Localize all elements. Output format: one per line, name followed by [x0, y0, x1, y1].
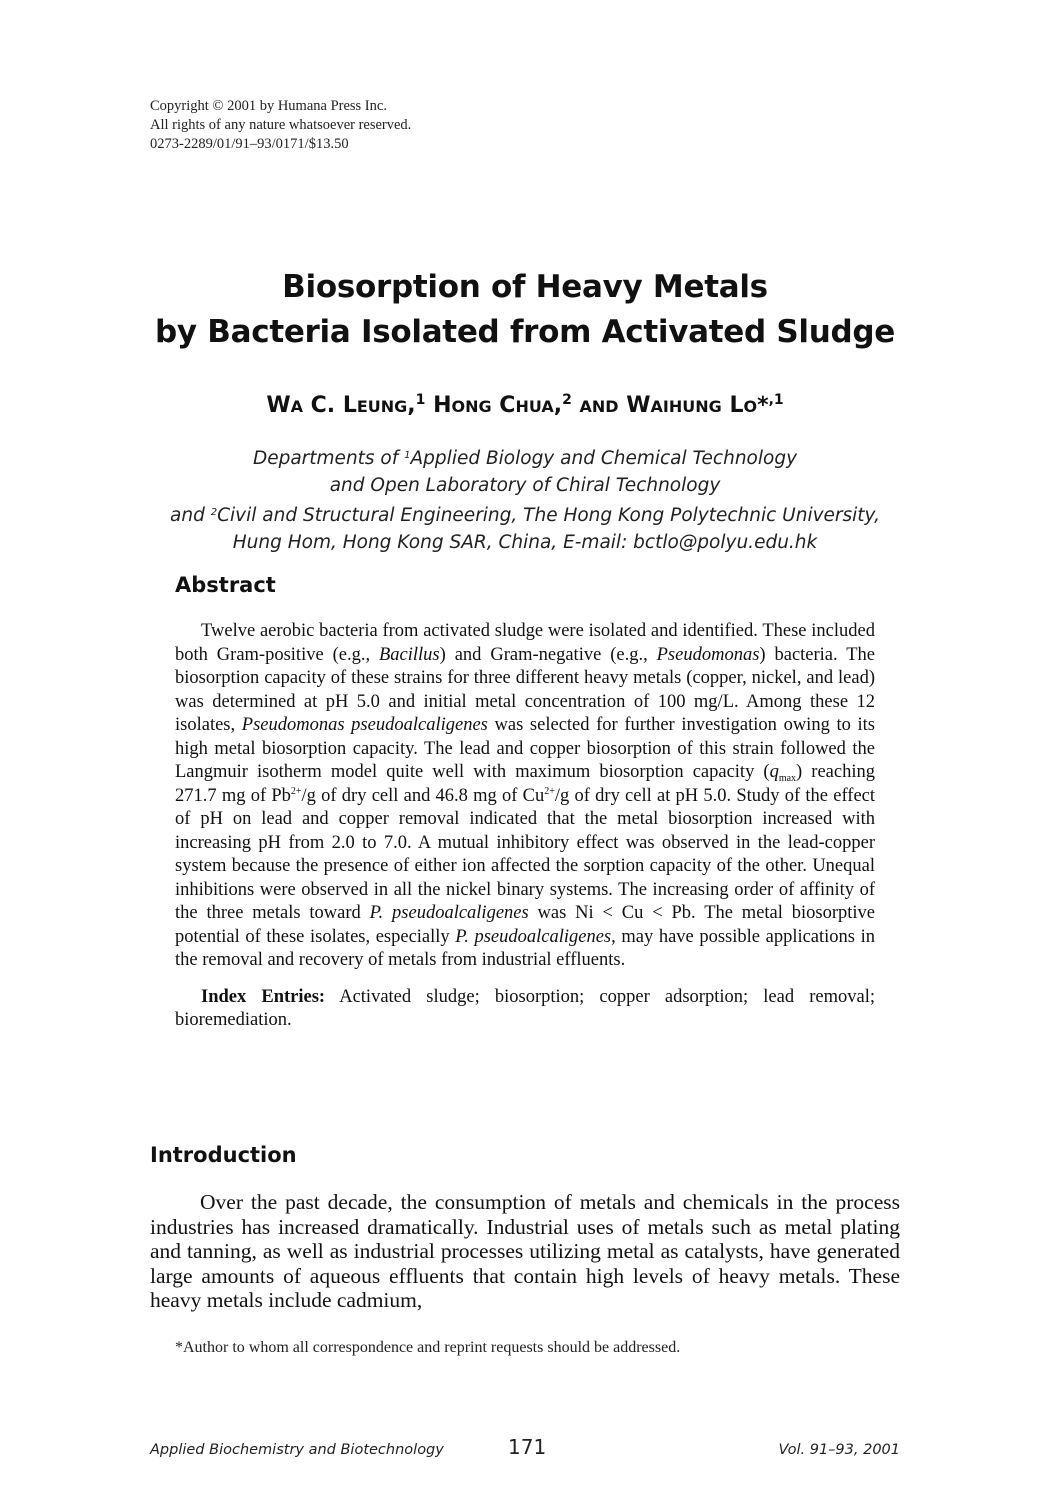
- author-conjunction: AND: [579, 397, 619, 416]
- introduction-heading: Introduction: [150, 1143, 297, 1167]
- index-entries-label: Index Entries:: [201, 986, 326, 1007]
- affiliation-line-1: Departments of $^1$Applied Biology and Chemical Technology: [252, 448, 798, 469]
- abstract-heading: Abstract: [175, 573, 276, 597]
- affiliation-line-4: Hung Hom, Hong Kong SAR, China, E-mail: bctlo@polyu.edu.hk: [232, 532, 818, 553]
- rights-line: All rights of any nature whatsoever reserved.: [150, 117, 412, 133]
- page-number: 171: [508, 1435, 547, 1459]
- index-entries: Index Entries: Activated sludge; biosorption; copper adsorption; lead removal; bioremediation.: [175, 986, 875, 1030]
- introduction-paragraph: Over the past decade, the consumption of metals and chemicals in the process industries has increased dramatically. Industrial uses of metals such as metal plating and tanning, as well as industrial processes utilizing metal as catalysts, have generated large amounts of aqueous effluents that contain high levels of heavy metals. These heavy metals include cadmium,: [150, 1190, 900, 1312]
- copyright-notice: [150, 97, 411, 154]
- author-2: HONG CHUA,$^2$: [433, 392, 572, 418]
- correspondence-footnote: *Author to whom all correspondence and reprint requests should be addressed.: [175, 1339, 681, 1356]
- author-list: [100, 392, 950, 418]
- volume-info: Vol. 91–93, 2001: [778, 1442, 900, 1458]
- journal-name: Applied Biochemistry and Biotechnology: [150, 1442, 444, 1458]
- title-line-2: by Bacteria Isolated from Activated Sludge: [155, 314, 895, 350]
- title-line-1: Biosorption of Heavy Metals: [282, 269, 768, 305]
- abstract-paragraph: Twelve aerobic bacteria from activated sludge were isolated and identified. These included both Gram-positive (e.g., Bacillus) and Gram-negative (e.g., Pseudomonas) bacteria. The biosorption capacity of these strains for three different heavy metals (copper, nickel, and lead) was determined at pH 5.0 and initial metal concentration of 100 mg/L. Among these 12 isolates, Pseudomonas pseudoalcaligenes was selected for further investigation owing to its high metal biosorption capacity. The lead and copper biosorption of this strain followed the Langmuir isotherm model quite well with maximum biosorption capacity $(q_{max})$ reaching 271.7 mg of $Pb^{2+}/g$ of dry cell and 46.8 mg of $Cu^{2+}/g$ of dry cell at pH 5.0. Study of the effect of pH on lead and copper removal indicated that the metal biosorption increased with increasing pH from 2.0 to 7.0. A mutual inhibitory effect was observed in the lead-copper system because the presence of either ion affected the sorption capacity of the other. Unequal inhibitions were observed in all the nickel binary systems. The increasing order of affinity of the three metals toward P. pseudoalcaligenes was Ni < Cu < Pb. The metal biosorptive potential of these isolates, especially P. pseudoalcaligenes, may have possible applications in the removal and recovery of metals from industrial effluents.: [175, 621, 876, 970]
- abstract-body: [175, 620, 875, 1033]
- affiliations: [100, 442, 950, 556]
- affiliation-line-2: and Open Laboratory of Chiral Technology: [329, 475, 721, 496]
- copyright-line: Copyright © 2001 by Humana Press Inc.: [150, 98, 387, 114]
- issn-line: 0273-2289/01/91–93/0171/$13.50: [150, 136, 349, 152]
- author-3: WAIHUNG LO*$^{,1}$: [626, 392, 784, 418]
- corresponding-author-mark: *: [757, 393, 769, 418]
- author-1: WA C. LEUNG,$^1$: [266, 392, 426, 418]
- article-title: [100, 265, 950, 355]
- affiliation-line-3: and $^2$Civil and Structural Engineering, The Hong Kong Polytechnic University,: [170, 505, 880, 526]
